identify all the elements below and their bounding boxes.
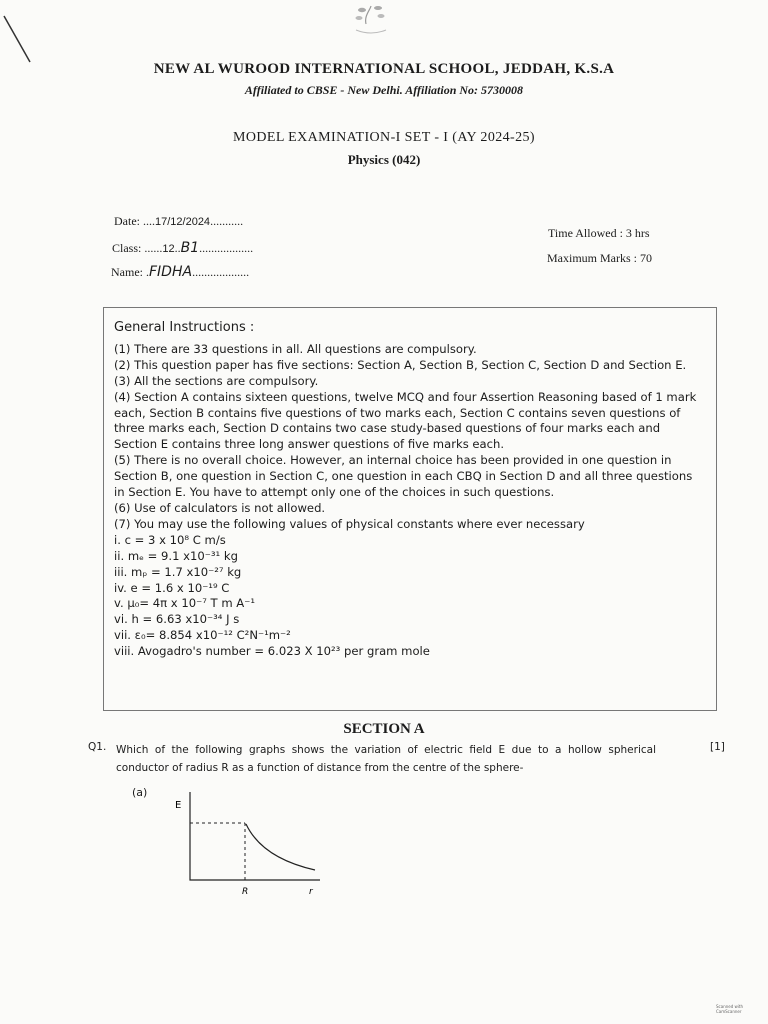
affiliation-line: Affiliated to CBSE - New Delhi. Affiliation No: 5730008 <box>244 83 524 97</box>
graph-x-label-r: r <box>309 887 313 897</box>
class-handwritten: B1 <box>180 240 200 256</box>
instruction-item: (5) There is no overall choice. However, an internal choice has been provided in one question in Section B, one question in Section C, one question in each CBQ in Section D and all three questions in Section E. You have to attempt only one of the choices in such questions. <box>114 453 693 500</box>
constant-item: iii. mₚ = 1.7 x10⁻²⁷ kg <box>114 564 242 579</box>
constant-item: vii. ε₀= 8.854 x10⁻¹² C²N⁻¹m⁻² <box>114 628 291 643</box>
scanner-line1: Scanned with <box>716 1004 744 1009</box>
exam-title: MODEL EXAMINATION-I SET - I (AY 2024-25) <box>233 130 535 145</box>
option-a-graph <box>170 790 330 900</box>
name-label: Name: <box>111 265 143 279</box>
graph-y-label: E <box>175 800 182 811</box>
general-instructions <box>114 320 704 660</box>
question-number: Q1. <box>88 741 107 753</box>
maximum-marks: Maximum Marks : 70 <box>547 251 652 265</box>
date-value: 17/12/2024 <box>155 216 211 228</box>
date-field: Date: ....17/12/2024........... <box>114 214 244 228</box>
scanner-watermark <box>716 1004 764 1020</box>
instruction-item: (4) Section A contains sixteen questions, twelve MCQ and four Assertion Reasoning based of 1 mark each, Section B contains five questions of two marks each, Section C contains seven questions of three marks each, Section D contains two case study-based questions of four marks each and Section E contains three long answer questions of five marks each. <box>114 389 697 452</box>
name-field: Name: .FIDHA................... <box>111 264 250 280</box>
question-marks: [1] <box>710 741 725 753</box>
question-text: Which of the following graphs shows the variation of electric field E due to a hollow spherical conductor of radius R as a function of distance from the centre of the sphere- <box>116 744 656 774</box>
graph-x-label-R: R <box>242 887 249 897</box>
instruction-item: (7) You may use the following values of physical constants where ever necessary <box>114 516 585 531</box>
instruction-item: (1) There are 33 questions in all. All questions are compulsory. <box>114 341 477 356</box>
constant-item: viii. Avogadro's number = 6.023 X 10²³ per gram mole <box>114 644 430 659</box>
scanner-line2: CamScanner <box>716 1009 742 1014</box>
instruction-item: (3) All the sections are compulsory. <box>114 373 319 388</box>
class-label: Class: <box>112 241 142 255</box>
school-name: NEW AL WUROOD INTERNATIONAL SCHOOL, JEDDAH, K.S.A <box>153 61 615 77</box>
instructions-title: General Instructions : <box>114 320 255 335</box>
time-allowed: Time Allowed : 3 hrs <box>548 226 650 240</box>
class-field: Class: ......12..B1.................. <box>112 240 254 256</box>
option-a-label: (a) <box>132 786 148 799</box>
date-label: Date: <box>114 214 140 228</box>
constant-item: i. c = 3 x 10⁸ C m/s <box>114 532 226 547</box>
subject-title: Physics (042) <box>347 152 421 167</box>
constant-item: ii. mₑ = 9.1 x10⁻³¹ kg <box>114 548 238 563</box>
instruction-item: (2) This question paper has five sections: Section A, Section B, Section C, Section D and Section E. <box>114 357 687 372</box>
name-handwritten: FIDHA <box>149 264 193 280</box>
constant-item: v. μ₀= 4π x 10⁻⁷ T m A⁻¹ <box>114 596 255 611</box>
section-a-heading: SECTION A <box>343 721 425 737</box>
instruction-item: (6) Use of calculators is not allowed. <box>114 500 326 515</box>
class-value: 12 <box>162 243 175 255</box>
school-logo <box>326 2 416 38</box>
constant-item: vi. h = 6.63 x10⁻³⁴ J s <box>114 612 240 627</box>
constant-item: iv. e = 1.6 x 10⁻¹⁹ C <box>114 580 230 595</box>
